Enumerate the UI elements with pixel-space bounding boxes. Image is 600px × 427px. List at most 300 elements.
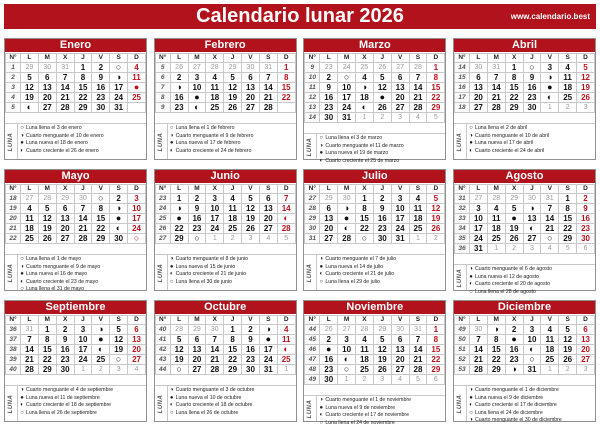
day-cell: 8 <box>224 335 242 345</box>
day-cell: 28 <box>74 234 92 244</box>
luna-label-text: LUNA <box>8 394 14 413</box>
weekday-header: D <box>427 54 445 63</box>
moon-phase-notes <box>304 254 445 290</box>
day-cell: 4 <box>259 234 277 244</box>
day-cell: 28 <box>277 224 295 234</box>
weekday-header: V <box>541 316 559 325</box>
week-row <box>455 335 595 345</box>
day-cell: 20 <box>391 355 409 365</box>
weekday-header: V <box>242 316 260 325</box>
day-cell: 17 <box>470 224 488 234</box>
day-cell: 2 <box>427 234 445 244</box>
day-cell: 27 <box>391 103 409 113</box>
week-number: 46 <box>305 345 320 355</box>
day-cell: 26 <box>427 224 445 234</box>
week-number: 15 <box>455 73 470 83</box>
week-row <box>305 325 445 335</box>
day-cell: 22 <box>92 224 110 234</box>
day-cell: 16 <box>242 345 260 355</box>
day-cell: 17 <box>206 214 224 224</box>
note-line <box>318 264 444 272</box>
note-line <box>19 395 145 403</box>
week-number: 53 <box>455 365 470 375</box>
day-cell: 5 <box>427 194 445 204</box>
note-text: Cuarto menguante el 6 de agosto <box>475 266 553 272</box>
note-text: Cuarto creciente el 24 de abril <box>475 147 545 154</box>
day-cell: 30 <box>74 194 92 204</box>
day-cell: 24 <box>470 234 488 244</box>
note-text: Cuarto creciente el 18 de octubre <box>175 402 253 409</box>
note-line <box>468 125 594 133</box>
luna-label-text: LUNA <box>457 394 463 413</box>
day-cell: 23 <box>170 103 188 113</box>
luna-label <box>5 386 18 421</box>
week-row <box>455 325 595 335</box>
moon-llena-icon: ○ <box>20 125 24 131</box>
day-cell: 22 <box>224 355 242 365</box>
day-cell: 31 <box>259 365 277 375</box>
weekday-header: N° <box>305 185 320 194</box>
day-cell: 4 <box>409 113 427 123</box>
moon-nueva-icon: ● <box>169 140 174 147</box>
moon-phase-notes <box>5 254 146 293</box>
week-number: 48 <box>305 365 320 375</box>
weekday-header: S <box>259 185 277 194</box>
note-line <box>169 279 295 287</box>
day-cell: 5 <box>224 73 242 83</box>
day-cell: 30 <box>338 194 356 204</box>
day-cell: 5 <box>277 234 295 244</box>
week-row <box>6 214 146 224</box>
day-cell: 27 <box>338 325 356 335</box>
week-row <box>6 355 146 365</box>
note-line <box>318 420 444 427</box>
week-number: 43 <box>155 355 170 365</box>
day-cell: 27 <box>470 103 488 113</box>
moon-creciente-icon: ◐ <box>169 402 174 409</box>
moon-nueva-icon: ● <box>469 140 473 147</box>
weekday-header: X <box>505 316 523 325</box>
day-cell: 19 <box>577 83 595 93</box>
day-cell: 14 <box>487 83 505 93</box>
month-name: Julio <box>304 170 445 183</box>
moon-creciente-icon: ◐ <box>20 147 24 154</box>
day-cell: 13 <box>38 83 56 93</box>
day-cell: 15 <box>277 83 295 93</box>
week-number: 28 <box>305 204 320 214</box>
moon-creciente-icon: ◐ <box>523 345 541 355</box>
week-number: 5 <box>155 63 170 73</box>
day-cell: 2 <box>110 194 128 204</box>
day-cell: 6 <box>56 204 74 214</box>
moon-nueva-icon: ● <box>469 273 473 280</box>
note-text: Cuarto creciente el 21 de junio <box>175 271 247 278</box>
day-cell <box>277 103 295 113</box>
weekday-header: V <box>391 54 409 63</box>
weekday-header: J <box>373 54 391 63</box>
day-cell: 1 <box>277 63 295 73</box>
day-cell: 29 <box>505 194 523 204</box>
day-cell: 20 <box>242 93 260 103</box>
day-cell: 11 <box>487 214 505 224</box>
day-cell: 24 <box>338 63 356 73</box>
week-number: 42 <box>155 345 170 355</box>
note-text: Luna llena el 24 de diciembre <box>475 409 543 416</box>
day-cell: 3 <box>188 73 206 83</box>
weekday-header: M <box>38 316 56 325</box>
weekday-header: V <box>391 185 409 194</box>
week-number: 27 <box>155 234 170 244</box>
month-name: Noviembre <box>304 301 445 314</box>
moon-nueva-icon: ● <box>20 271 24 278</box>
day-cell: 15 <box>224 345 242 355</box>
day-cell: 3 <box>523 244 541 254</box>
note-text: Cuarto creciente el 25 de marzo <box>325 157 400 164</box>
week-number: 16 <box>455 83 470 93</box>
week-number: 50 <box>455 335 470 345</box>
weekday-header: L <box>320 54 338 63</box>
day-cell: 12 <box>577 73 595 83</box>
note-line <box>468 410 594 418</box>
day-cell: 8 <box>427 335 445 345</box>
note-list <box>169 125 295 155</box>
note-line <box>169 395 295 403</box>
day-cell: 7 <box>206 335 224 345</box>
note-text: Cuarto creciente el 17 de noviembre <box>325 412 409 419</box>
day-cell: 31 <box>487 63 505 73</box>
day-cell: 1 <box>74 63 92 73</box>
day-cell: 2 <box>505 244 523 254</box>
weekday-header: D <box>427 316 445 325</box>
week-number: 18 <box>6 194 21 204</box>
note-list <box>468 266 594 296</box>
day-cell: 21 <box>409 93 427 103</box>
week-row <box>455 73 595 83</box>
day-cell: 14 <box>409 345 427 355</box>
weekday-header: M <box>38 54 56 63</box>
moon-llena-icon: ○ <box>92 194 110 204</box>
day-cell: 13 <box>320 214 338 224</box>
day-cell: 9 <box>577 204 595 214</box>
note-line <box>169 387 295 395</box>
moon-nueva-icon: ● <box>319 150 324 157</box>
note-line <box>318 412 444 420</box>
note-line <box>318 143 444 151</box>
weekday-header: J <box>74 54 92 63</box>
week-number: 12 <box>305 93 320 103</box>
note-line <box>169 264 295 272</box>
month-panel-junio <box>154 169 297 291</box>
day-cell: 3 <box>470 204 488 214</box>
month-panel-diciembre <box>453 300 596 422</box>
note-line <box>468 402 594 410</box>
month-panel-abril <box>453 38 596 160</box>
moon-nueva-icon: ● <box>169 394 174 401</box>
day-cell: 2 <box>373 194 391 204</box>
day-cell: 3 <box>242 234 260 244</box>
day-cell: 4 <box>409 194 427 204</box>
moon-llena-icon: ○ <box>541 234 559 244</box>
day-cell: 30 <box>206 325 224 335</box>
weekday-header: S <box>259 316 277 325</box>
day-cell: 9 <box>373 204 391 214</box>
note-line <box>19 286 145 294</box>
weekday-header: M <box>338 54 356 63</box>
weekday-header: M <box>338 185 356 194</box>
day-cell: 25 <box>487 234 505 244</box>
moon-menguante-icon: ◑ <box>523 204 541 214</box>
day-cell: 26 <box>373 63 391 73</box>
day-cell: 10 <box>128 204 146 214</box>
note-line <box>19 125 145 133</box>
moon-menguante-icon: ◑ <box>469 266 473 272</box>
day-cell: 4 <box>224 194 242 204</box>
week-row <box>455 204 595 214</box>
note-list <box>19 256 145 294</box>
week-row <box>455 194 595 204</box>
weekday-header: L <box>320 185 338 194</box>
week-number: 1 <box>6 63 21 73</box>
moon-creciente-icon: ◐ <box>110 224 128 234</box>
luna-label-text: LUNA <box>307 137 314 156</box>
moon-menguante-icon: ◑ <box>110 204 128 214</box>
day-cell: 26 <box>242 224 260 234</box>
week-row <box>305 63 445 73</box>
day-cell: 6 <box>320 204 338 214</box>
moon-phase-notes <box>454 264 595 295</box>
day-cell: 18 <box>409 214 427 224</box>
moon-llena-icon: ○ <box>169 278 174 285</box>
day-cell: 3 <box>110 365 128 375</box>
moon-llena-icon: ○ <box>20 286 24 293</box>
weekday-header: S <box>110 54 128 63</box>
note-text: Cuarto menguante el 11 de marzo <box>325 142 404 149</box>
weekday-header: X <box>206 316 224 325</box>
day-cell: 16 <box>373 214 391 224</box>
moon-llena-icon: ○ <box>338 73 356 83</box>
day-cell: 13 <box>470 83 488 93</box>
week-number: 9 <box>305 63 320 73</box>
day-cell: 13 <box>391 345 409 355</box>
day-cell: 9 <box>188 204 206 214</box>
weekday-header: V <box>541 54 559 63</box>
week-number: 39 <box>6 355 21 365</box>
day-cell: 3 <box>391 113 409 123</box>
calendar-grid <box>4 38 596 426</box>
day-cell: 4 <box>541 244 559 254</box>
week-number: 22 <box>6 234 21 244</box>
day-cell: 19 <box>559 345 577 355</box>
day-cell: 28 <box>38 194 56 204</box>
day-cell: 22 <box>277 93 295 103</box>
note-text: Luna nueva el 19 de marzo <box>325 150 389 157</box>
moon-menguante-icon: ◑ <box>469 417 473 424</box>
day-cell: 29 <box>170 234 188 244</box>
weekday-header: D <box>577 185 595 194</box>
luna-label <box>304 396 317 421</box>
day-cell: 13 <box>391 83 409 93</box>
day-cell: 23 <box>320 365 338 375</box>
day-cell: 12 <box>242 204 260 214</box>
day-cell: 13 <box>128 335 146 345</box>
note-text: Luna nueva el 9 de noviembre <box>325 404 396 411</box>
day-cell: 21 <box>541 224 559 234</box>
day-cell: 1 <box>505 63 523 73</box>
weekday-header: N° <box>305 54 320 63</box>
day-cell: 30 <box>242 63 260 73</box>
moon-creciente-icon: ◐ <box>338 224 356 234</box>
day-cell: 31 <box>391 234 409 244</box>
moon-nueva-icon: ● <box>20 394 24 401</box>
day-cell: 15 <box>38 345 56 355</box>
month-table <box>454 315 595 375</box>
luna-label <box>304 255 317 290</box>
moon-llena-icon: ○ <box>110 355 128 365</box>
week-row <box>455 93 595 103</box>
day-cell: 27 <box>21 194 39 204</box>
day-cell: 6 <box>391 73 409 83</box>
week-number: 19 <box>6 204 21 214</box>
week-number: 32 <box>455 204 470 214</box>
day-cell: 22 <box>487 355 505 365</box>
day-cell: 5 <box>373 335 391 345</box>
moon-creciente-icon: ◐ <box>21 103 39 113</box>
weekday-header: V <box>541 185 559 194</box>
day-cell: 29 <box>224 365 242 375</box>
day-cell: 6 <box>391 335 409 345</box>
moon-menguante-icon: ◑ <box>92 325 110 335</box>
day-cell: 2 <box>188 194 206 204</box>
site-url[interactable]: www.calendario.best <box>510 12 590 21</box>
luna-label <box>155 124 168 159</box>
day-cell: 25 <box>541 355 559 365</box>
day-cell: 30 <box>577 234 595 244</box>
note-text: Cuarto menguante el 9 de mayo <box>26 263 101 270</box>
moon-nueva-icon: ● <box>373 93 391 103</box>
week-number: 44 <box>305 325 320 335</box>
week-row <box>305 345 445 355</box>
week-row <box>6 194 146 204</box>
day-cell: 2 <box>92 365 110 375</box>
day-cell: 16 <box>320 355 338 365</box>
day-cell: 16 <box>577 214 595 224</box>
day-cell: 27 <box>242 103 260 113</box>
day-cell: 1 <box>427 63 445 73</box>
day-cell: 16 <box>505 345 523 355</box>
week-row <box>155 355 295 365</box>
note-line <box>468 387 594 395</box>
day-cell: 17 <box>74 345 92 355</box>
weekday-header: L <box>470 316 488 325</box>
week-number: 37 <box>6 335 21 345</box>
week-row <box>155 345 295 355</box>
day-cell: 21 <box>409 355 427 365</box>
moon-menguante-icon: ◑ <box>170 83 188 93</box>
note-line <box>169 125 295 133</box>
moon-llena-icon: ○ <box>20 409 24 416</box>
moon-llena-icon: ○ <box>356 234 374 244</box>
day-cell: 11 <box>206 83 224 93</box>
day-cell: 25 <box>277 355 295 365</box>
day-cell: 5 <box>409 375 427 385</box>
week-row <box>6 73 146 83</box>
note-line <box>468 133 594 141</box>
note-text: Luna nueva el 9 de diciembre <box>475 394 544 401</box>
page-title: Calendario lunar 2026 <box>196 5 404 27</box>
month-name: Agosto <box>454 170 595 183</box>
day-cell: 28 <box>21 365 39 375</box>
day-cell: 24 <box>74 355 92 365</box>
month-name: Abril <box>454 39 595 52</box>
week-row <box>305 83 445 93</box>
note-text: Cuarto menguante el 10 de enero <box>26 132 104 139</box>
weekday-header: V <box>242 185 260 194</box>
weekday-header: V <box>92 185 110 194</box>
weekday-header: S <box>259 54 277 63</box>
day-cell: 1 <box>38 325 56 335</box>
day-cell: 1 <box>338 375 356 385</box>
weekday-header: L <box>320 316 338 325</box>
week-number: 47 <box>305 355 320 365</box>
day-cell: 29 <box>427 103 445 113</box>
day-cell: 29 <box>21 63 39 73</box>
week-number: 26 <box>155 224 170 234</box>
day-cell: 8 <box>356 204 374 214</box>
day-cell: 12 <box>373 83 391 93</box>
day-cell: 3 <box>577 103 595 113</box>
day-cell: 16 <box>188 214 206 224</box>
weekday-header: X <box>505 185 523 194</box>
note-line <box>169 148 295 156</box>
day-cell: 22 <box>505 93 523 103</box>
luna-label-text: LUNA <box>307 399 314 418</box>
day-cell: 10 <box>338 345 356 355</box>
week-number: 52 <box>455 355 470 365</box>
day-cell: 26 <box>170 63 188 73</box>
day-cell: 10 <box>470 214 488 224</box>
day-cell: 22 <box>427 93 445 103</box>
day-cell: 1 <box>559 194 577 204</box>
moon-nueva-icon: ● <box>541 83 559 93</box>
day-cell: 16 <box>320 93 338 103</box>
day-cell: 31 <box>56 63 74 73</box>
moon-creciente-icon: ◐ <box>20 278 24 285</box>
day-cell: 29 <box>427 365 445 375</box>
week-row <box>305 204 445 214</box>
note-line <box>19 133 145 141</box>
week-number: 11 <box>305 83 320 93</box>
note-text: Luna llena el 31 de mayo <box>26 286 84 293</box>
note-list <box>468 387 594 425</box>
note-text: Cuarto creciente el 17 de diciembre <box>475 402 557 409</box>
weekday-header: X <box>206 54 224 63</box>
month-panel-octubre <box>154 300 297 422</box>
day-cell: 13 <box>577 335 595 345</box>
weekday-header: L <box>170 316 188 325</box>
luna-label-text: LUNA <box>457 268 463 287</box>
day-cell: 2 <box>242 325 260 335</box>
week-row <box>155 335 295 345</box>
day-cell: 6 <box>188 335 206 345</box>
day-cell: 27 <box>259 224 277 234</box>
weekday-header: V <box>391 316 409 325</box>
moon-creciente-icon: ◐ <box>469 402 473 409</box>
note-line <box>19 271 145 279</box>
week-row <box>155 234 295 244</box>
moon-nueva-icon: ● <box>338 214 356 224</box>
weekday-header: L <box>470 54 488 63</box>
moon-llena-icon: ○ <box>469 288 473 295</box>
